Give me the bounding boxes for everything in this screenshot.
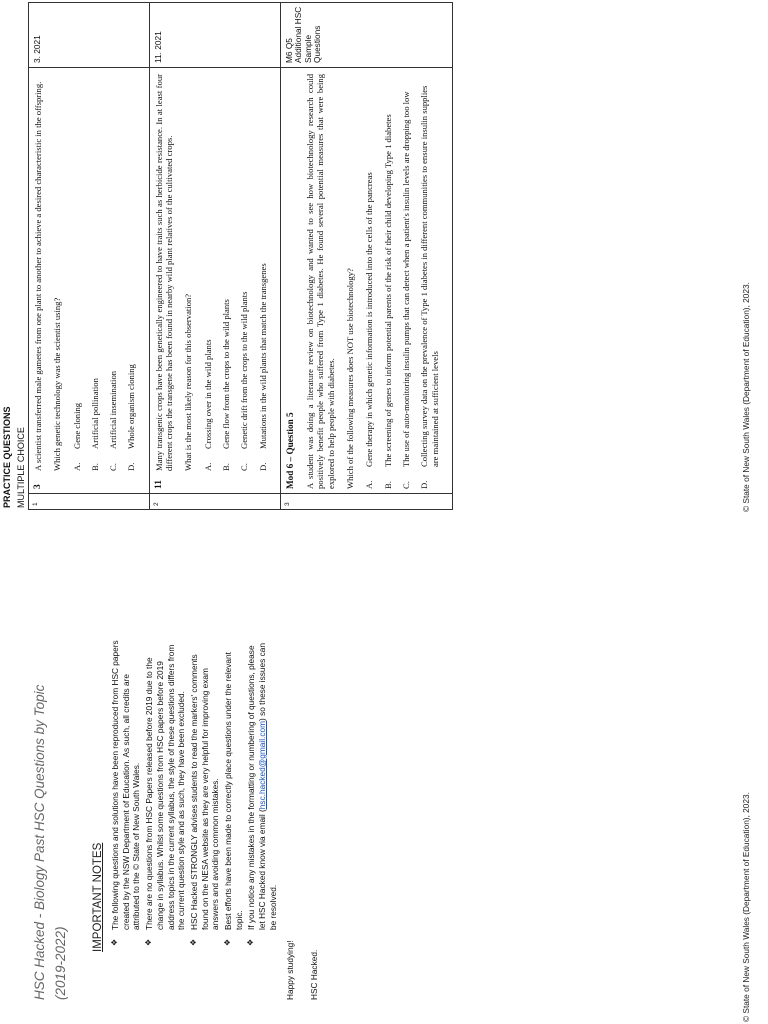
answer-option[interactable]: [239, 74, 249, 471]
option-letter: B.: [89, 463, 100, 471]
answer-option[interactable]: [203, 74, 213, 471]
option-letter: C.: [239, 463, 250, 471]
answer-option[interactable]: [419, 74, 440, 489]
sign-off-happy-studying: Happy studying!: [284, 940, 295, 1000]
answer-option[interactable]: [108, 74, 118, 471]
question-prompt: What is the most likely reason for this observation?: [183, 293, 194, 471]
question-cell: [29, 68, 150, 494]
row-number: 1: [29, 494, 150, 510]
option-letter: A.: [202, 462, 213, 471]
question-stem: Many transgenic crops have been genetically engineered to have traits such as herbicide resistance. In at least four different crops the transgene has been found in nearby wild plant relatives of the cultivated crops.: [153, 74, 175, 471]
option-letter: B.: [220, 463, 231, 471]
email-link[interactable]: hsc.hacked@gmail.com: [257, 720, 268, 810]
note-text: The following questions and solutions have been reproduced from HSC papers created by the NSW Department of Education. As such, all credits are attributed to the © State of New South Wales.: [110, 640, 142, 930]
note-item: [189, 640, 221, 952]
question-source: 3. 2021: [29, 3, 150, 68]
option-letter: A.: [71, 462, 82, 471]
option-letter: D.: [419, 480, 430, 489]
note-item: [246, 640, 278, 952]
option-text: Gene flow from the crops to the wild plants: [220, 299, 231, 449]
option-text: The use of auto-monitoring insulin pumps that can detect when a patient's insulin levels are dropping too low: [400, 91, 411, 467]
practice-page: [0, 2, 440, 512]
answer-option[interactable]: [401, 74, 411, 489]
table-row: [280, 3, 452, 510]
option-letter: C.: [108, 463, 119, 471]
intro-page: [30, 640, 330, 1000]
table-row: [29, 3, 150, 510]
answer-option[interactable]: [383, 74, 393, 489]
diamond-bullet-icon: ❖: [188, 938, 198, 946]
answer-option[interactable]: [126, 74, 136, 471]
diamond-bullet-icon: ❖: [246, 938, 256, 946]
row-number: 2: [149, 494, 280, 510]
diamond-bullet-icon: ❖: [144, 938, 154, 946]
practice-heading: PRACTICE QUESTIONS: [2, 406, 12, 508]
multiple-choice-label: MULTIPLE CHOICE: [16, 427, 26, 508]
option-letter: A.: [364, 480, 375, 489]
question-stem: A student was doing a literature review on biotechnology and wanted to see how biotechnology research could positively benefit people who suffered from Type 1 diabetes. He found several potential measures that were being explored to help people with diabetes.: [305, 74, 336, 489]
note-text: HSC Hacked STRONGLY advises students to read the markers' comments found on the NESA website as they are very helpful for improving exam answers and avoiding common mistakes.: [188, 654, 221, 930]
note-text-before-email: If you notice any mistakes in the formatting or numbering of questions, please let HSC Hacked know via email (: [246, 645, 268, 930]
question-cell: [280, 68, 452, 494]
question-header: Mod 6 – Question 5: [284, 412, 295, 489]
note-text-after-email: ) so these issues can be resolved.: [257, 643, 278, 930]
option-text: Crossing over in the wild plants: [202, 339, 213, 449]
option-text: Collecting survey data on the prevalence of Type 1 diabetes in different communities to ensure insulin supplies are maintained at sufficient levels: [419, 85, 440, 467]
option-text: Artificial pollination: [89, 378, 100, 449]
copyright-footer-right: © State of New South Wales (Department of Education), 2023.: [741, 282, 751, 512]
copyright-footer-left: © State of New South Wales (Department of Education), 2023.: [741, 792, 751, 1022]
diamond-bullet-icon: ❖: [223, 938, 233, 946]
answer-option[interactable]: [364, 74, 374, 489]
answer-option[interactable]: [221, 74, 231, 471]
answer-option[interactable]: [258, 74, 268, 471]
option-text: Mutations in the wild plants that match the transgenes: [257, 263, 268, 449]
note-item: [144, 640, 187, 952]
option-text: Gene cloning: [71, 402, 82, 449]
question-prompt: Which genetic technology was the scientist using?: [52, 297, 63, 471]
answer-option[interactable]: [72, 74, 82, 471]
notes-list: [110, 640, 279, 1000]
option-text: Artificial insemination: [108, 370, 119, 449]
option-letter: B.: [382, 481, 393, 489]
option-letter: C.: [400, 481, 411, 489]
option-text: Gene therapy in which genetic information is introduced into the cells of the pancreas: [364, 172, 375, 467]
question-number: 3: [33, 484, 43, 489]
question-stem: A scientist transferred male gametes from one plant to another to achieve a desired characteristic in the offspring.: [33, 81, 43, 471]
question-number: 11: [153, 480, 164, 489]
document-title: HSC Hacked - Biology Past HSC Questions by Topic: [32, 684, 47, 1000]
answer-option[interactable]: [90, 74, 100, 471]
note-item: [110, 640, 142, 952]
question-cell: [149, 68, 280, 494]
question-source: 11. 2021: [149, 3, 280, 68]
option-text: Whole organism cloning: [126, 364, 137, 449]
diamond-bullet-icon: ❖: [110, 938, 119, 946]
note-text: There are no questions from HSC Papers released before 2019 due to the change in syllabus. Whilst some questions from HSC papers before 2019 address topics in the current syllabus, the style of these questions differs from the current question style and as such, they have been excluded.: [144, 644, 187, 930]
row-number: 3: [280, 494, 452, 510]
notes-heading: IMPORTANT NOTES: [92, 842, 104, 952]
question-prompt: Which of the following measures does NOT use biotechnology?: [345, 268, 356, 489]
question-source: M6 Q5 Additional HSC Sample Questions: [280, 3, 452, 68]
note-text: Best efforts have been made to correctly place questions under the relevant topic.: [223, 652, 244, 930]
option-text: The screening of genes to inform potential parents of the risk of their child developing Type 1 diabetes: [382, 114, 393, 467]
option-text: Genetic drift from the crops to the wild plants: [239, 291, 250, 449]
note-item: [223, 640, 244, 952]
document-subtitle: (2019-2022): [53, 926, 68, 1000]
sign-off-signature: HSC Hacked.: [309, 949, 320, 1000]
questions-table: [28, 2, 453, 510]
table-row: [149, 3, 280, 510]
option-letter: D.: [126, 462, 137, 471]
option-letter: D.: [257, 462, 268, 471]
